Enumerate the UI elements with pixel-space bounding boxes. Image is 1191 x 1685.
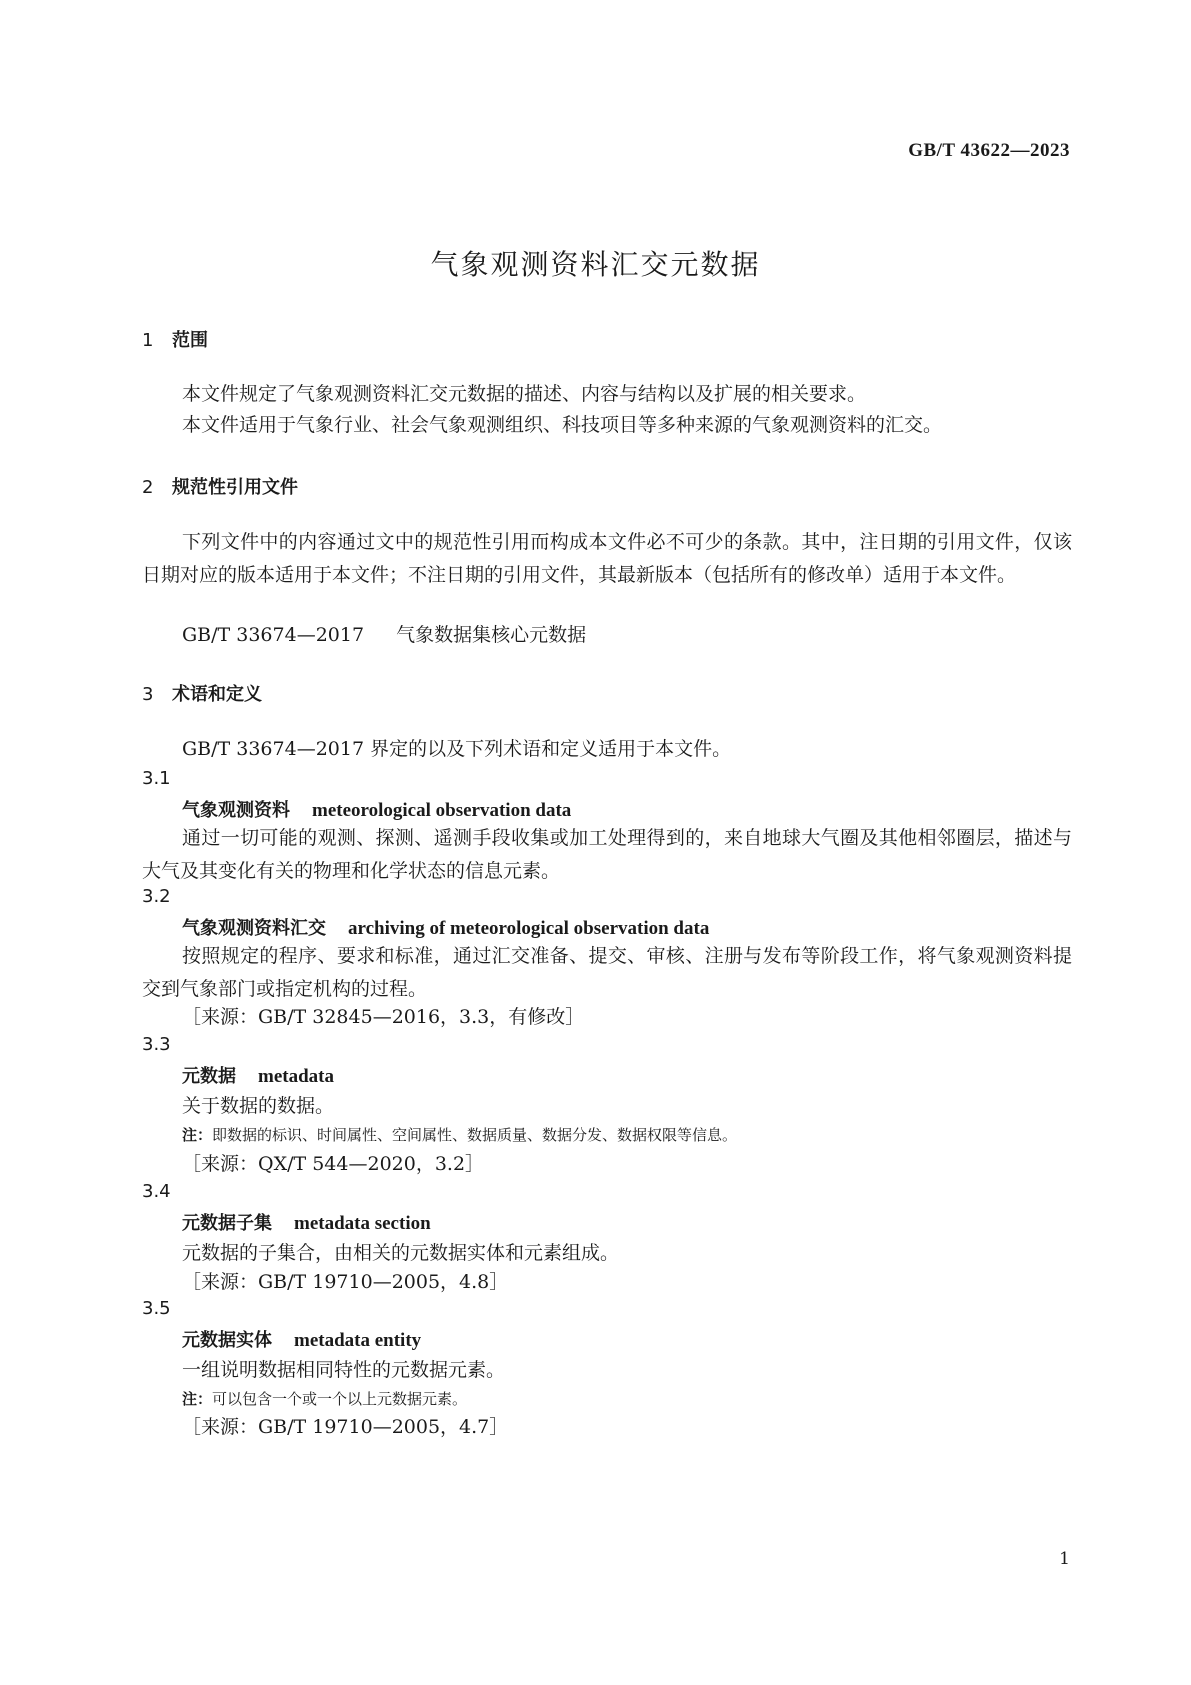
term-chinese: 气象观测资料	[182, 800, 290, 821]
term-heading	[182, 796, 571, 822]
term-english: archiving of meteorological observation data	[348, 918, 710, 939]
reference-title: 气象数据集核心元数据	[396, 624, 587, 646]
term-number: 3.4	[142, 1181, 171, 1202]
term-english: metadata section	[294, 1213, 431, 1234]
normative-reference	[182, 620, 586, 647]
section-1-paragraph-1: 本文件规定了气象观测资料汇交元数据的描述、内容与结构以及扩展的相关要求。	[182, 383, 867, 405]
term-english: metadata entity	[294, 1330, 422, 1351]
term-number: 3.5	[142, 1298, 171, 1319]
term-note	[182, 1388, 467, 1409]
section-3-intro: GB/T 33674—2017 界定的以及下列术语和定义适用于本文件。	[182, 738, 732, 760]
term-definition: 按照规定的程序、要求和标准，通过汇交准备、提交、审核、注册与发布等阶段工作，将气象观测资料提交到气象部门或指定机构的过程。	[142, 945, 1072, 1000]
term-heading	[182, 914, 709, 940]
term-source: ［来源：GB/T 19710—2005，4.8］	[182, 1271, 509, 1293]
term-number: 3.1	[142, 768, 171, 789]
section-title: 范围	[172, 330, 208, 351]
term-number: 3.2	[142, 886, 171, 907]
term-english: metadata	[258, 1066, 334, 1087]
term-definition: 关于数据的数据。	[182, 1095, 335, 1117]
reference-code: GB/T 33674—2017	[182, 624, 365, 646]
standard-code: GB/T 43622—2023	[908, 140, 1070, 161]
term-chinese: 气象观测资料汇交	[182, 918, 326, 939]
term-definition: 元数据的子集合，由相关的元数据实体和元素组成。	[182, 1242, 620, 1264]
page-number: 1	[1059, 1549, 1070, 1569]
section-title: 规范性引用文件	[172, 477, 298, 498]
document-title: 气象观测资料汇交元数据	[430, 248, 761, 281]
note-label: 注：	[182, 1126, 213, 1144]
term-chinese: 元数据实体	[182, 1330, 272, 1351]
term-heading	[182, 1326, 421, 1352]
section-number: 1	[142, 330, 154, 351]
note-label: 注：	[182, 1390, 213, 1408]
note-text: 即数据的标识、时间属性、空间属性、数据质量、数据分发、数据权限等信息。	[212, 1126, 738, 1144]
section-1-paragraph-2: 本文件适用于气象行业、社会气象观测组织、科技项目等多种来源的气象观测资料的汇交。	[182, 414, 943, 436]
term-definition: 通过一切可能的观测、探测、遥测手段收集或加工处理得到的，来自地球大气圈及其他相邻圈层，描述与大气及其变化有关的物理和化学状态的信息元素。	[142, 827, 1072, 882]
term-source: ［来源：GB/T 32845—2016，3.3，有修改］	[182, 1006, 585, 1028]
term-chinese: 元数据子集	[182, 1213, 272, 1234]
section-2-heading	[142, 473, 298, 499]
term-number: 3.3	[142, 1034, 171, 1055]
term-chinese: 元数据	[182, 1066, 236, 1087]
section-1-heading	[142, 326, 208, 352]
term-source: ［来源：QX/T 544—2020，3.2］	[182, 1153, 485, 1175]
section-3-heading	[142, 680, 262, 706]
section-2-paragraph: 下列文件中的内容通过文中的规范性引用而构成本文件必不可少的条款。其中，注日期的引用文件，仅该日期对应的版本适用于本文件；不注日期的引用文件，其最新版本（包括所有的修改单）适用于本文件。	[142, 531, 1072, 586]
section-number: 3	[142, 684, 154, 705]
term-definition: 一组说明数据相同特性的元数据元素。	[182, 1359, 506, 1381]
note-text: 可以包含一个或一个以上元数据元素。	[212, 1390, 468, 1408]
term-note	[182, 1124, 737, 1145]
term-english: meteorological observation data	[312, 800, 572, 821]
section-title: 术语和定义	[172, 684, 262, 705]
section-number: 2	[142, 477, 154, 498]
term-heading	[182, 1062, 334, 1088]
term-heading	[182, 1209, 431, 1235]
term-source: ［来源：GB/T 19710—2005，4.7］	[182, 1416, 509, 1438]
